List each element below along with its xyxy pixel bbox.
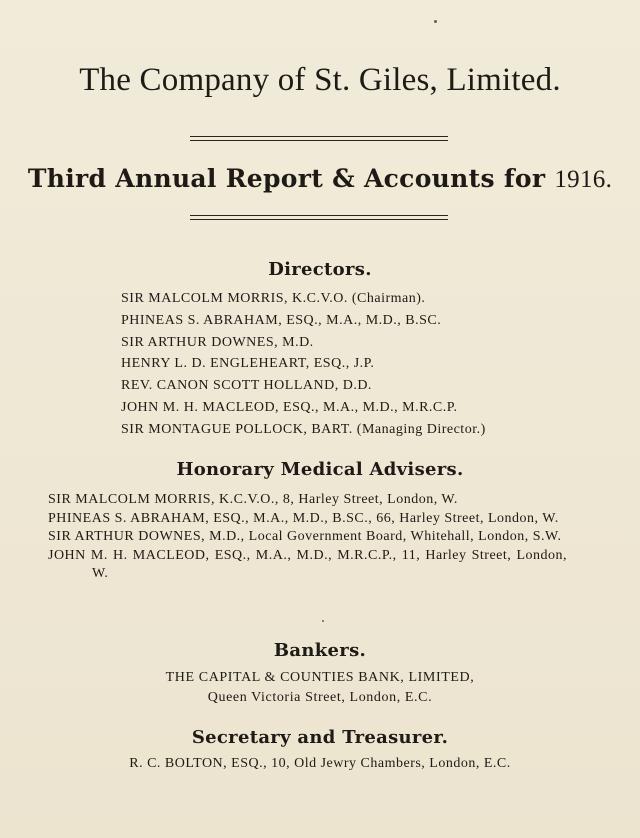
document-title: The Company of St. Giles, Limited. bbox=[79, 62, 561, 98]
paper-speck bbox=[322, 620, 324, 622]
director-entry: PHINEAS S. ABRAHAM, ESQ., M.A., M.D., B.SC. bbox=[121, 312, 442, 328]
bottom-divider-upper bbox=[190, 215, 448, 216]
bankers-heading: Bankers. bbox=[273, 640, 367, 661]
report-year: 1916. bbox=[554, 166, 613, 193]
director-entry: HENRY L. D. ENGLEHEART, ESQ., J.P. bbox=[121, 356, 375, 372]
top-divider-lower bbox=[190, 140, 448, 141]
paper-speck bbox=[434, 20, 437, 23]
bottom-divider-lower bbox=[190, 219, 448, 220]
report-subtitle bbox=[0, 164, 640, 194]
director-entry: REV. CANON SCOTT HOLLAND, D.D. bbox=[121, 378, 372, 394]
bank-name: THE CAPITAL & COUNTIES BANK, LIMITED, bbox=[165, 670, 475, 685]
top-divider-upper bbox=[190, 136, 448, 137]
adviser-entry: PHINEAS S. ABRAHAM, ESQ., M.A., M.D., B.SC., 66, Harley Street, London, W. bbox=[48, 510, 559, 526]
adviser-entry: SIR ARTHUR DOWNES, M.D., Local Government Board, Whitehall, London, S.W. bbox=[48, 529, 562, 544]
directors-list bbox=[121, 288, 486, 441]
bankers-block bbox=[0, 668, 640, 708]
director-entry: SIR MALCOLM MORRIS, K.C.V.O. (Chairman). bbox=[121, 291, 426, 306]
secretary-details: R. C. BOLTON, ESQ., 10, Old Jewry Chambers, London, E.C. bbox=[129, 756, 511, 771]
director-entry: SIR MONTAGUE POLLOCK, BART. (Managing Director.) bbox=[121, 421, 486, 437]
adviser-entry: SIR MALCOLM MORRIS, K.C.V.O., 8, Harley Street, London, W. bbox=[48, 492, 458, 507]
report-subtitle-text: Third Annual Report & Accounts for bbox=[27, 164, 546, 193]
adviser-entry: JOHN M. H. MACLEOD, ESQ., M.A., M.D., M.R.C.P., 11, Harley Street, London, W. bbox=[48, 547, 567, 581]
director-entry: JOHN M. H. MACLEOD, ESQ., M.A., M.D., M.R.C.P. bbox=[121, 399, 458, 415]
secretary-heading: Secretary and Treasurer. bbox=[191, 727, 449, 748]
advisers-heading: Honorary Medical Advisers. bbox=[176, 459, 464, 480]
advisers-list bbox=[48, 491, 567, 584]
director-entry: SIR ARTHUR DOWNES, M.D. bbox=[121, 334, 314, 350]
directors-heading: Directors. bbox=[268, 259, 372, 280]
bank-address: Queen Victoria Street, London, E.C. bbox=[207, 690, 433, 705]
